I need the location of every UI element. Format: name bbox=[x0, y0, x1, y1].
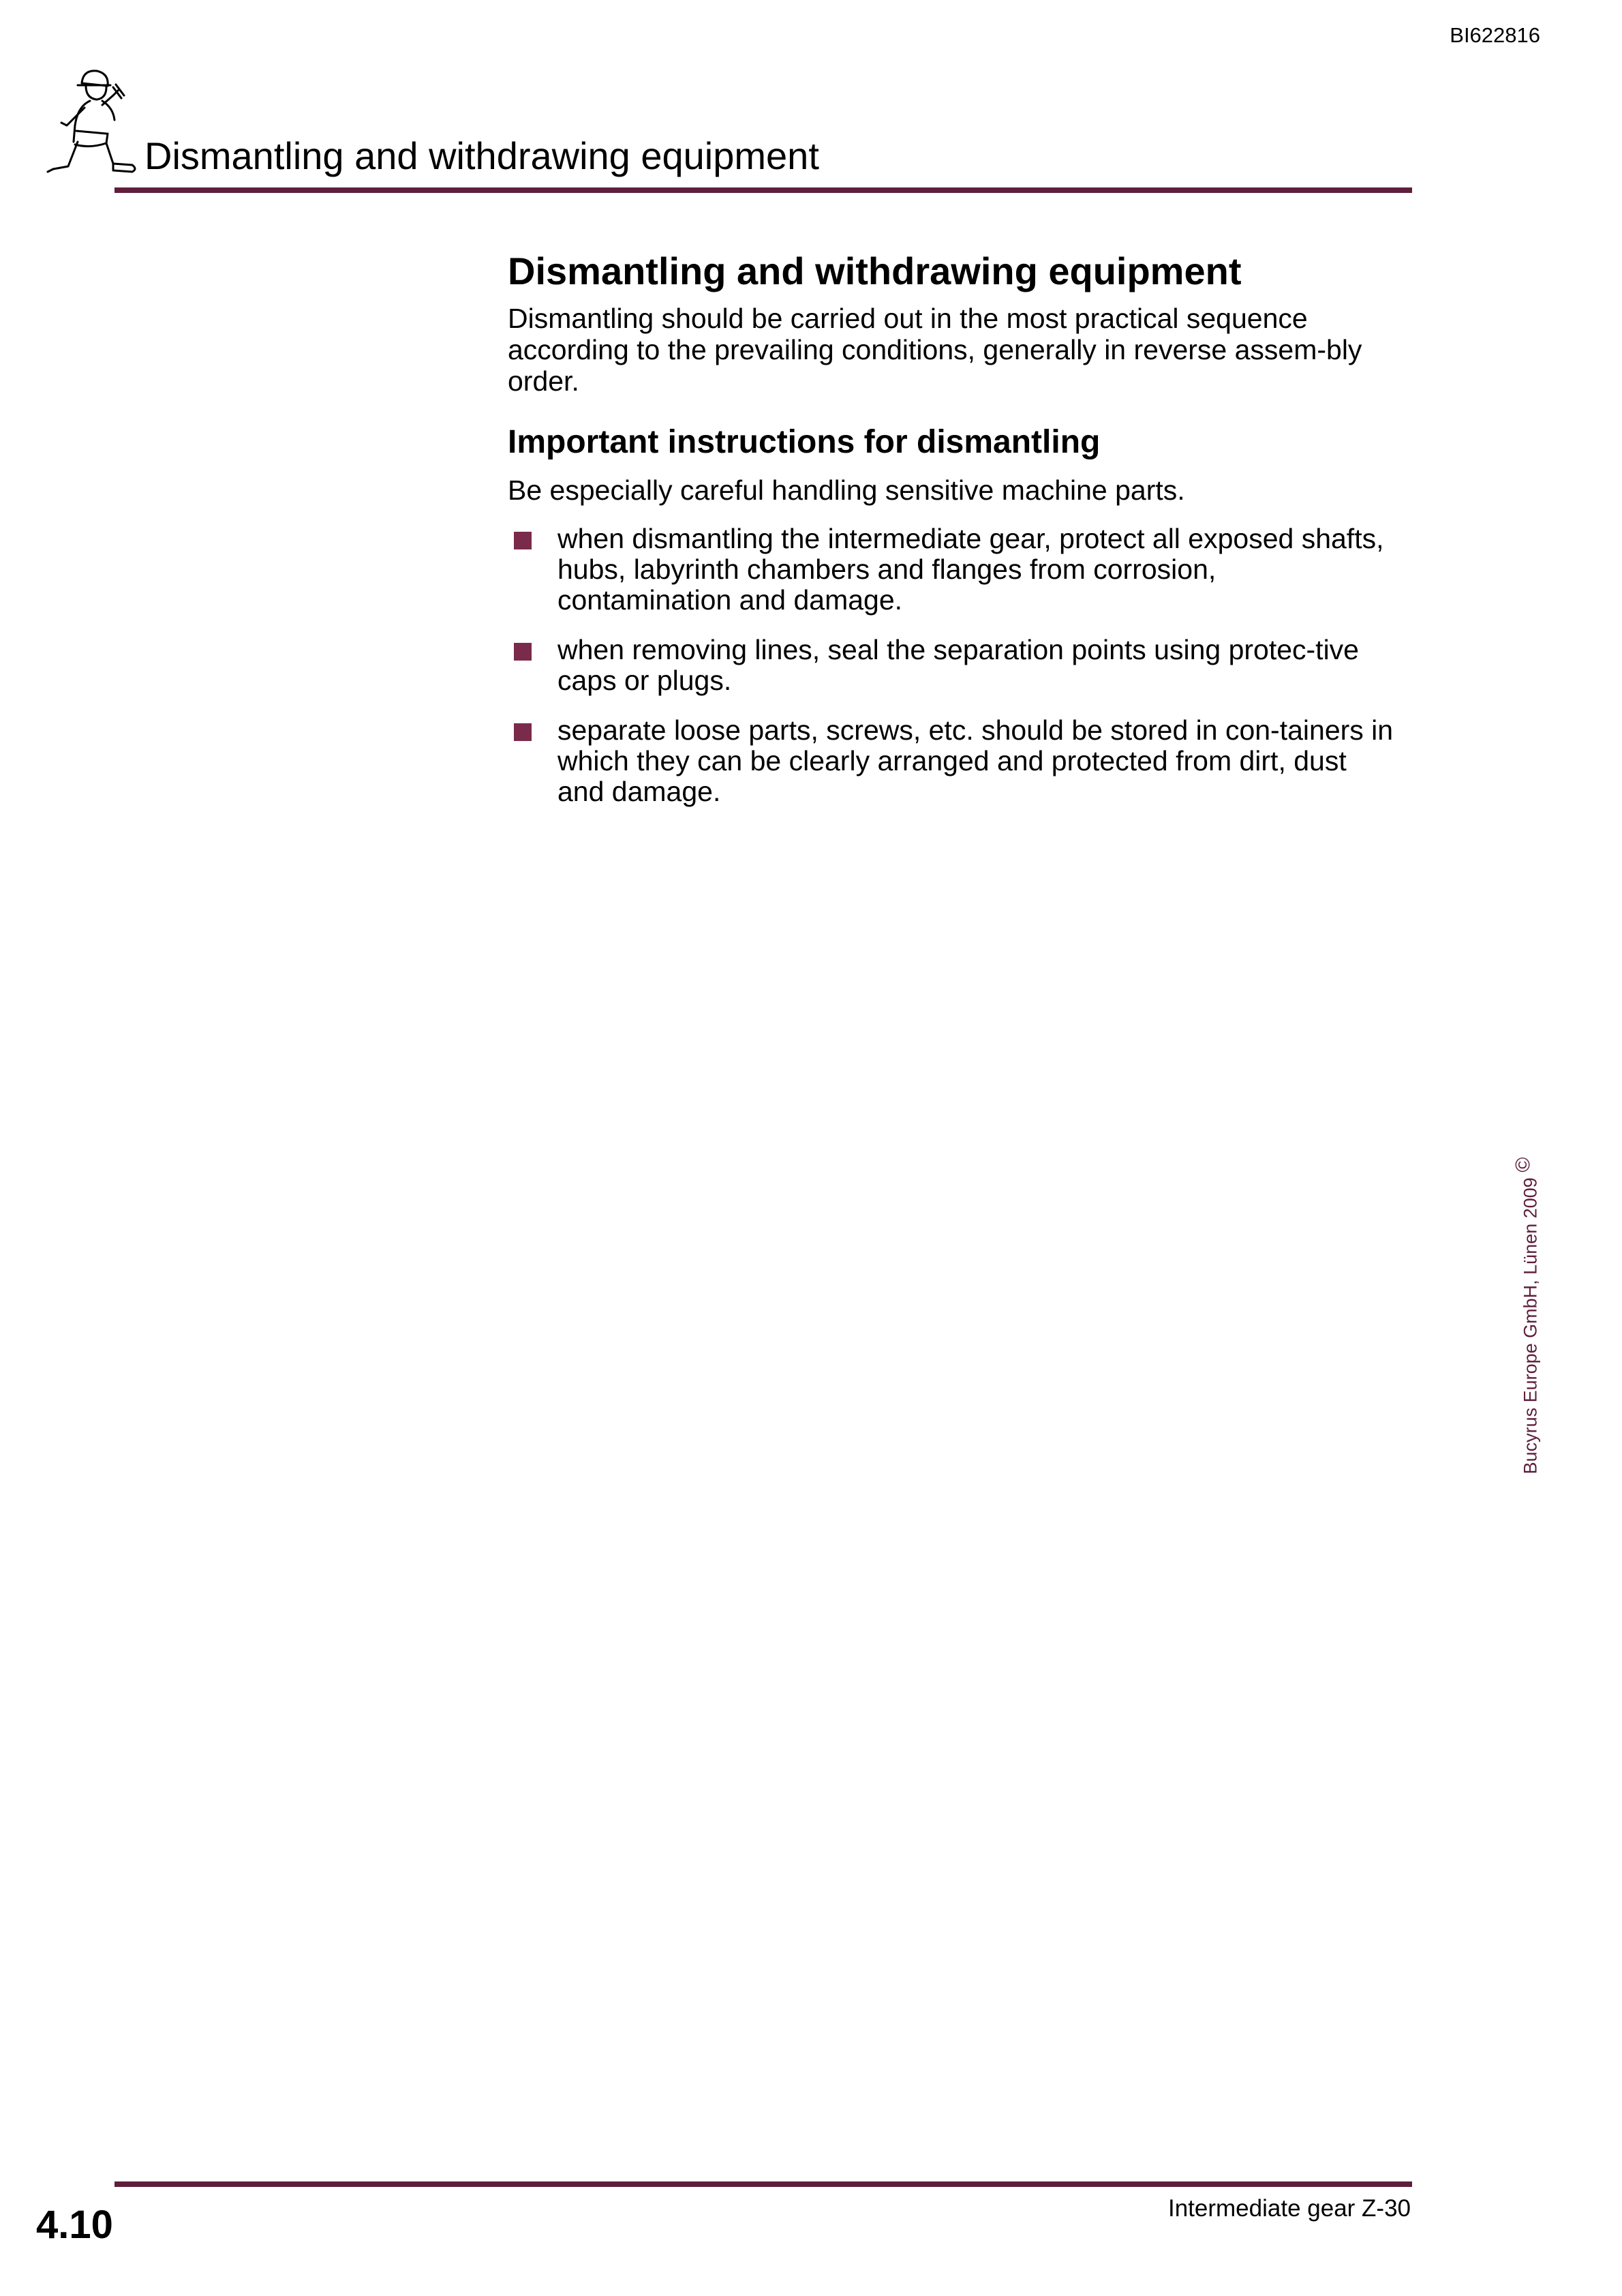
section-title: Dismantling and withdrawing equipment bbox=[508, 250, 1242, 292]
square-bullet-icon bbox=[514, 532, 532, 549]
square-bullet-icon bbox=[514, 643, 532, 661]
worker-with-wrench-icon bbox=[42, 63, 144, 175]
instructions-heading: Important instructions for dismantling bbox=[508, 424, 1101, 461]
page-number: 4.10 bbox=[36, 2203, 113, 2247]
instruction-list bbox=[508, 524, 1394, 807]
list-item-text: when dismantling the intermediate gear, protect all exposed shafts, hubs, labyrinth chambers and flanges from corrosion, contamination and damage. bbox=[557, 522, 1384, 616]
main-content bbox=[508, 250, 1394, 826]
footer-divider bbox=[114, 2181, 1412, 2187]
list-item-text: separate loose parts, screws, etc. should be stored in con-tainers in which they can be clearly arranged and protected from dirt, dust and damage. bbox=[557, 714, 1394, 807]
list-item bbox=[508, 635, 1394, 696]
lead-paragraph: Be especially careful handling sensitive machine parts. bbox=[508, 474, 1185, 506]
footer-title: Intermediate gear Z-30 bbox=[1167, 2195, 1411, 2222]
list-item bbox=[508, 715, 1394, 807]
list-item bbox=[508, 524, 1394, 616]
document-id: BI622816 bbox=[1450, 23, 1540, 47]
list-item-text: when removing lines, seal the separation points using protec-tive caps or plugs. bbox=[557, 633, 1359, 696]
copyright-icon: © bbox=[1512, 1157, 1535, 1173]
square-bullet-icon bbox=[514, 723, 532, 741]
copyright-text: Bucyrus Europe GmbH, Lünen 2009 bbox=[1520, 1177, 1541, 1475]
copyright-notice bbox=[1512, 1158, 1542, 1475]
header-divider bbox=[114, 187, 1412, 193]
intro-paragraph: Dismantling should be carried out in the most practical sequence according to the prevailing conditions, generally in reverse assem-bly order. bbox=[508, 303, 1362, 397]
header-title: Dismantling and withdrawing equipment bbox=[144, 134, 819, 177]
